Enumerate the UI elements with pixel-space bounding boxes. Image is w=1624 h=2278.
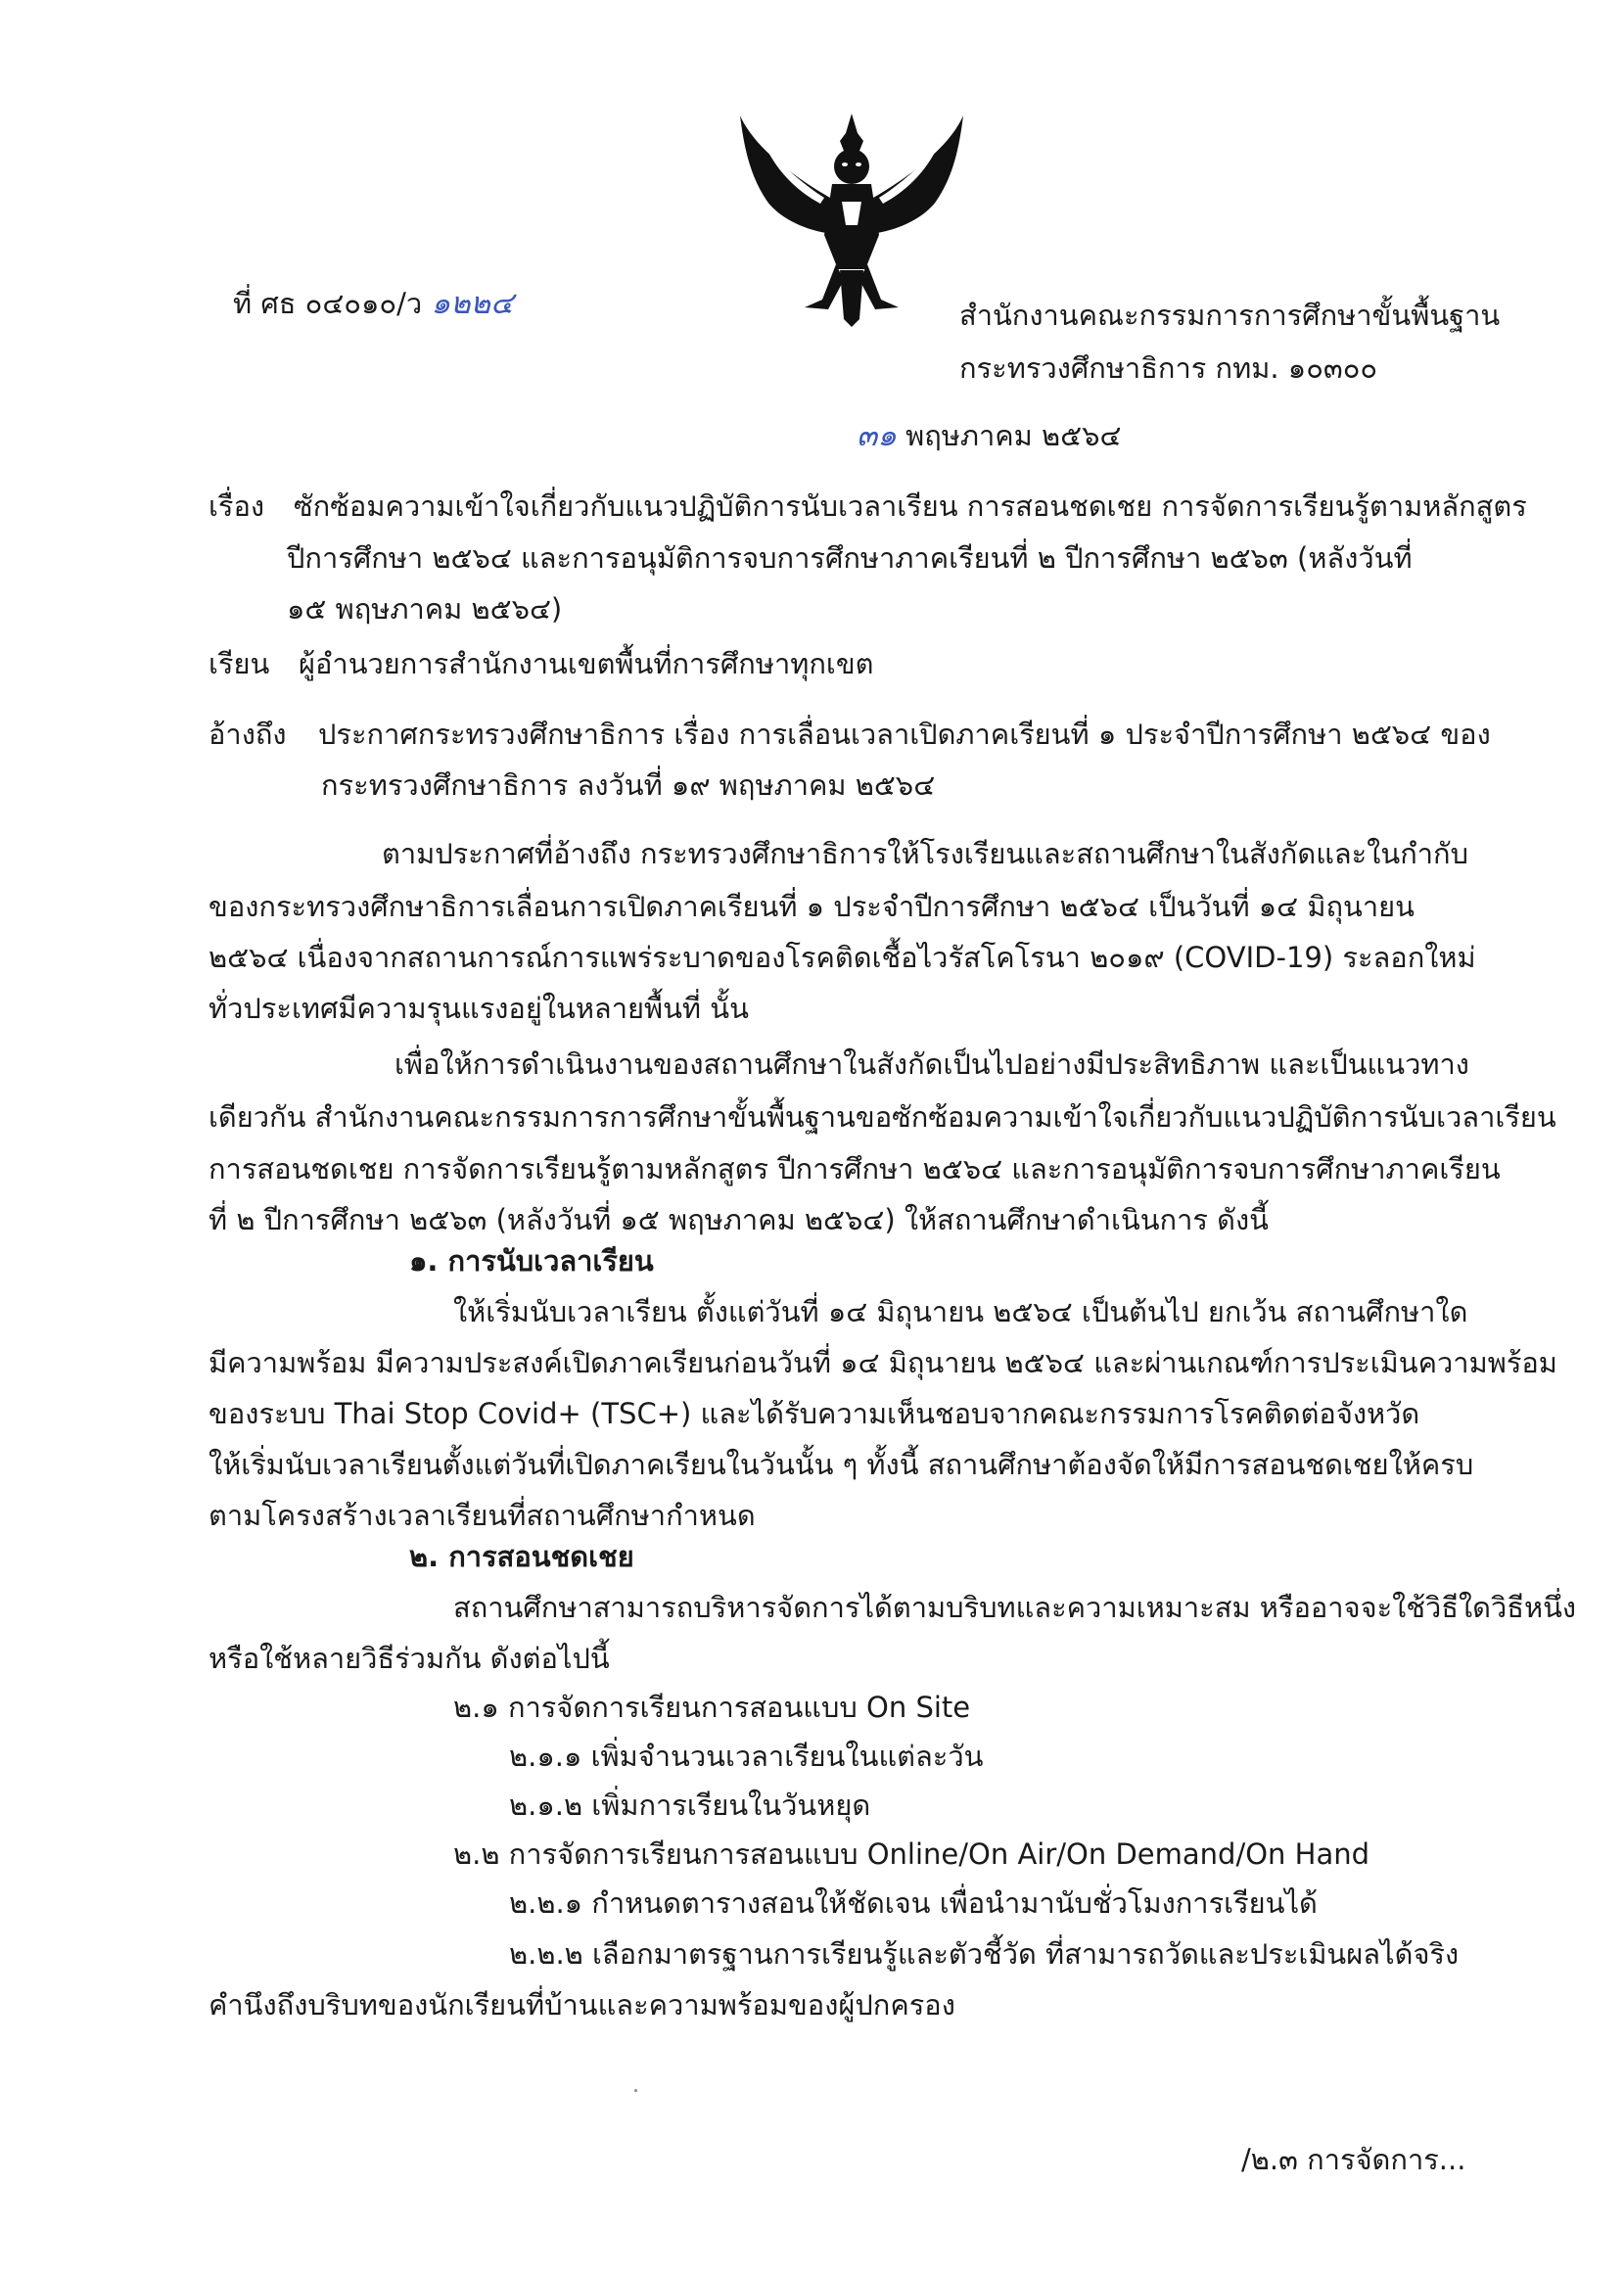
subject-line: ปีการศึกษา ๒๕๖๔ และการอนุมัติการจบการศึกษาภาคเรียนที่ ๒ ปีการศึกษา ๒๕๖๓ (หลังวันที่ (287, 541, 1413, 575)
reference-label: อ้างถึง (209, 718, 287, 751)
reference-number-handwritten: ๑๒๒๔ (431, 286, 514, 321)
subject-line: ๑๕ พฤษภาคม ๒๕๖๔) (287, 592, 563, 626)
reference-prefix: ที่ ศธ ๐๔๐๑๐/ว (233, 287, 423, 320)
garuda-emblem (734, 108, 969, 328)
section-2-intro-line: หรือใช้หลายวิธีร่วมกัน ดังต่อไปนี้ (209, 1642, 610, 1675)
paragraph-1-line: ทั่วประเทศมีความรุนแรงอยู่ในหลายพื้นที่ นั้น (209, 992, 749, 1025)
subsection-2-1-item: ๒.๑.๒ เพิ่มการเรียนในวันหยุด (509, 1789, 871, 1822)
paragraph-2-line: เดียวกัน สำนักงานคณะกรรมการการศึกษาขั้นพื้นฐานขอซักซ้อมความเข้าใจเกี่ยวกับแนวปฏิบัติการนับเวลาเรียน (209, 1100, 1556, 1134)
org-address: กระทรวงศึกษาธิการ กทม. ๑๐๓๐๐ (959, 351, 1378, 385)
paragraph-1-line: ตามประกาศที่อ้างถึง กระทรวงศึกษาธิการให้โรงเรียนและสถานศึกษาในสังกัดและในกำกับ (382, 837, 1469, 870)
document-date (857, 416, 1121, 455)
recipient-label: เรียน (209, 647, 270, 680)
section-1-line: ให้เริ่มนับเวลาเรียนตั้งแต่วันที่เปิดภาคเรียนในวันนั้น ๆ ทั้งนี้ สถานศึกษาต้องจัดให้มีการสอนชดเชยให้ครบ (209, 1448, 1474, 1481)
section-1-line: ตามโครงสร้างเวลาเรียนที่สถานศึกษากำหนด (209, 1499, 756, 1532)
reference-line: กระทรวงศึกษาธิการ ลงวันที่ ๑๙ พฤษภาคม ๒๕๖๔ (321, 768, 936, 802)
org-name: สำนักงานคณะกรรมการการศึกษาขั้นพื้นฐาน (959, 299, 1501, 332)
paragraph-2-line: ที่ ๒ ปีการศึกษา ๒๕๖๓ (หลังวันที่ ๑๕ พฤษภาคม ๒๕๖๔) ให้สถานศึกษาดำเนินการ ดังนี้ (209, 1203, 1269, 1236)
section-2-intro-line: สถานศึกษาสามารถบริหารจัดการได้ตามบริบทและความเหมาะสม หรืออาจจะใช้วิธีใดวิธีหนึ่ง (453, 1591, 1577, 1624)
subsection-2-2-continuation: คำนึงถึงบริบทของนักเรียนที่บ้านและความพร้อมของผู้ปกครอง (209, 1988, 955, 2022)
subsection-2-2-item: ๒.๒.๑ กำหนดตารางสอนให้ชัดเจน เพื่อนำมานับชั่วโมงการเรียนได้ (509, 1886, 1318, 1920)
paragraph-1-line: ของกระทรวงศึกษาธิการเลื่อนการเปิดภาคเรียนที่ ๑ ประจำปีการศึกษา ๒๕๖๔ เป็นวันที่ ๑๔ มิถุนายน (209, 890, 1415, 923)
paragraph-2-line: เพื่อให้การดำเนินงานของสถานศึกษาในสังกัดเป็นไปอย่างมีประสิทธิภาพ และเป็นแนวทาง (394, 1047, 1469, 1081)
recipient-text: ผู้อำนวยการสำนักงานเขตพื้นที่การศึกษาทุกเขต (299, 647, 874, 680)
subsection-2-1-item: ๒.๑.๑ เพิ่มจำนวนเวลาเรียนในแต่ละวัน (509, 1740, 984, 1773)
paragraph-1-line: ๒๕๖๔ เนื่องจากสถานการณ์การแพร่ระบาดของโรคติดเชื้อไวรัสโคโรนา ๒๐๑๙ (COVID-19) ระลอกใหม่ (209, 941, 1476, 974)
document-reference (233, 284, 513, 323)
subject-label: เรื่อง (209, 489, 265, 523)
section-1-heading: ๑. การนับเวลาเรียน (409, 1244, 654, 1278)
section-2-heading: ๒. การสอนชดเชย (409, 1540, 634, 1573)
section-1-line: ของระบบ Thai Stop Covid+ (TSC+) และได้รับความเห็นชอบจากคณะกรรมการโรคติดต่อจังหวัด (209, 1397, 1420, 1430)
section-1-line: ให้เริ่มนับเวลาเรียน ตั้งแต่วันที่ ๑๔ มิถุนายน ๒๕๖๔ เป็นต้นไป ยกเว้น สถานศึกษาใด (453, 1295, 1468, 1328)
section-1-line: มีความพร้อม มีความประสงค์เปิดภาคเรียนก่อนวันที่ ๑๔ มิถุนายน ๒๕๖๔ และผ่านเกณฑ์การประเมินความพร้อม (209, 1346, 1557, 1379)
subsection-2-2-title: ๒.๒ การจัดการเรียนการสอนแบบ Online/On Air/On Demand/On Hand (453, 1837, 1370, 1871)
date-month-year: พฤษภาคม ๒๕๖๔ (905, 419, 1122, 452)
scan-speck (634, 2089, 637, 2092)
reference-line: ประกาศกระทรวงศึกษาธิการ เรื่อง การเลื่อนเวลาเปิดภาคเรียนที่ ๑ ประจำปีการศึกษา ๒๕๖๔ ของ (318, 718, 1491, 751)
subject-line: ซักซ้อมความเข้าใจเกี่ยวกับแนวปฏิบัติการนับเวลาเรียน การสอนชดเชย การจัดการเรียนรู้ตามหลักสูตร (294, 489, 1527, 523)
subsection-2-1-title: ๒.๑ การจัดการเรียนการสอนแบบ On Site (453, 1691, 971, 1724)
continued-marker: /๒.๓ การจัดการ... (1241, 2143, 1466, 2176)
paragraph-2-line: การสอนชดเชย การจัดการเรียนรู้ตามหลักสูตร ปีการศึกษา ๒๕๖๔ และการอนุมัติการจบการศึกษาภาคเรียน (209, 1152, 1501, 1185)
subsection-2-2-item: ๒.๒.๒ เลือกมาตรฐานการเรียนรู้และตัวชี้วัด ที่สามารถวัดและประเมินผลได้จริง (509, 1937, 1460, 1971)
date-day-handwritten: ๓๑ (857, 418, 897, 453)
